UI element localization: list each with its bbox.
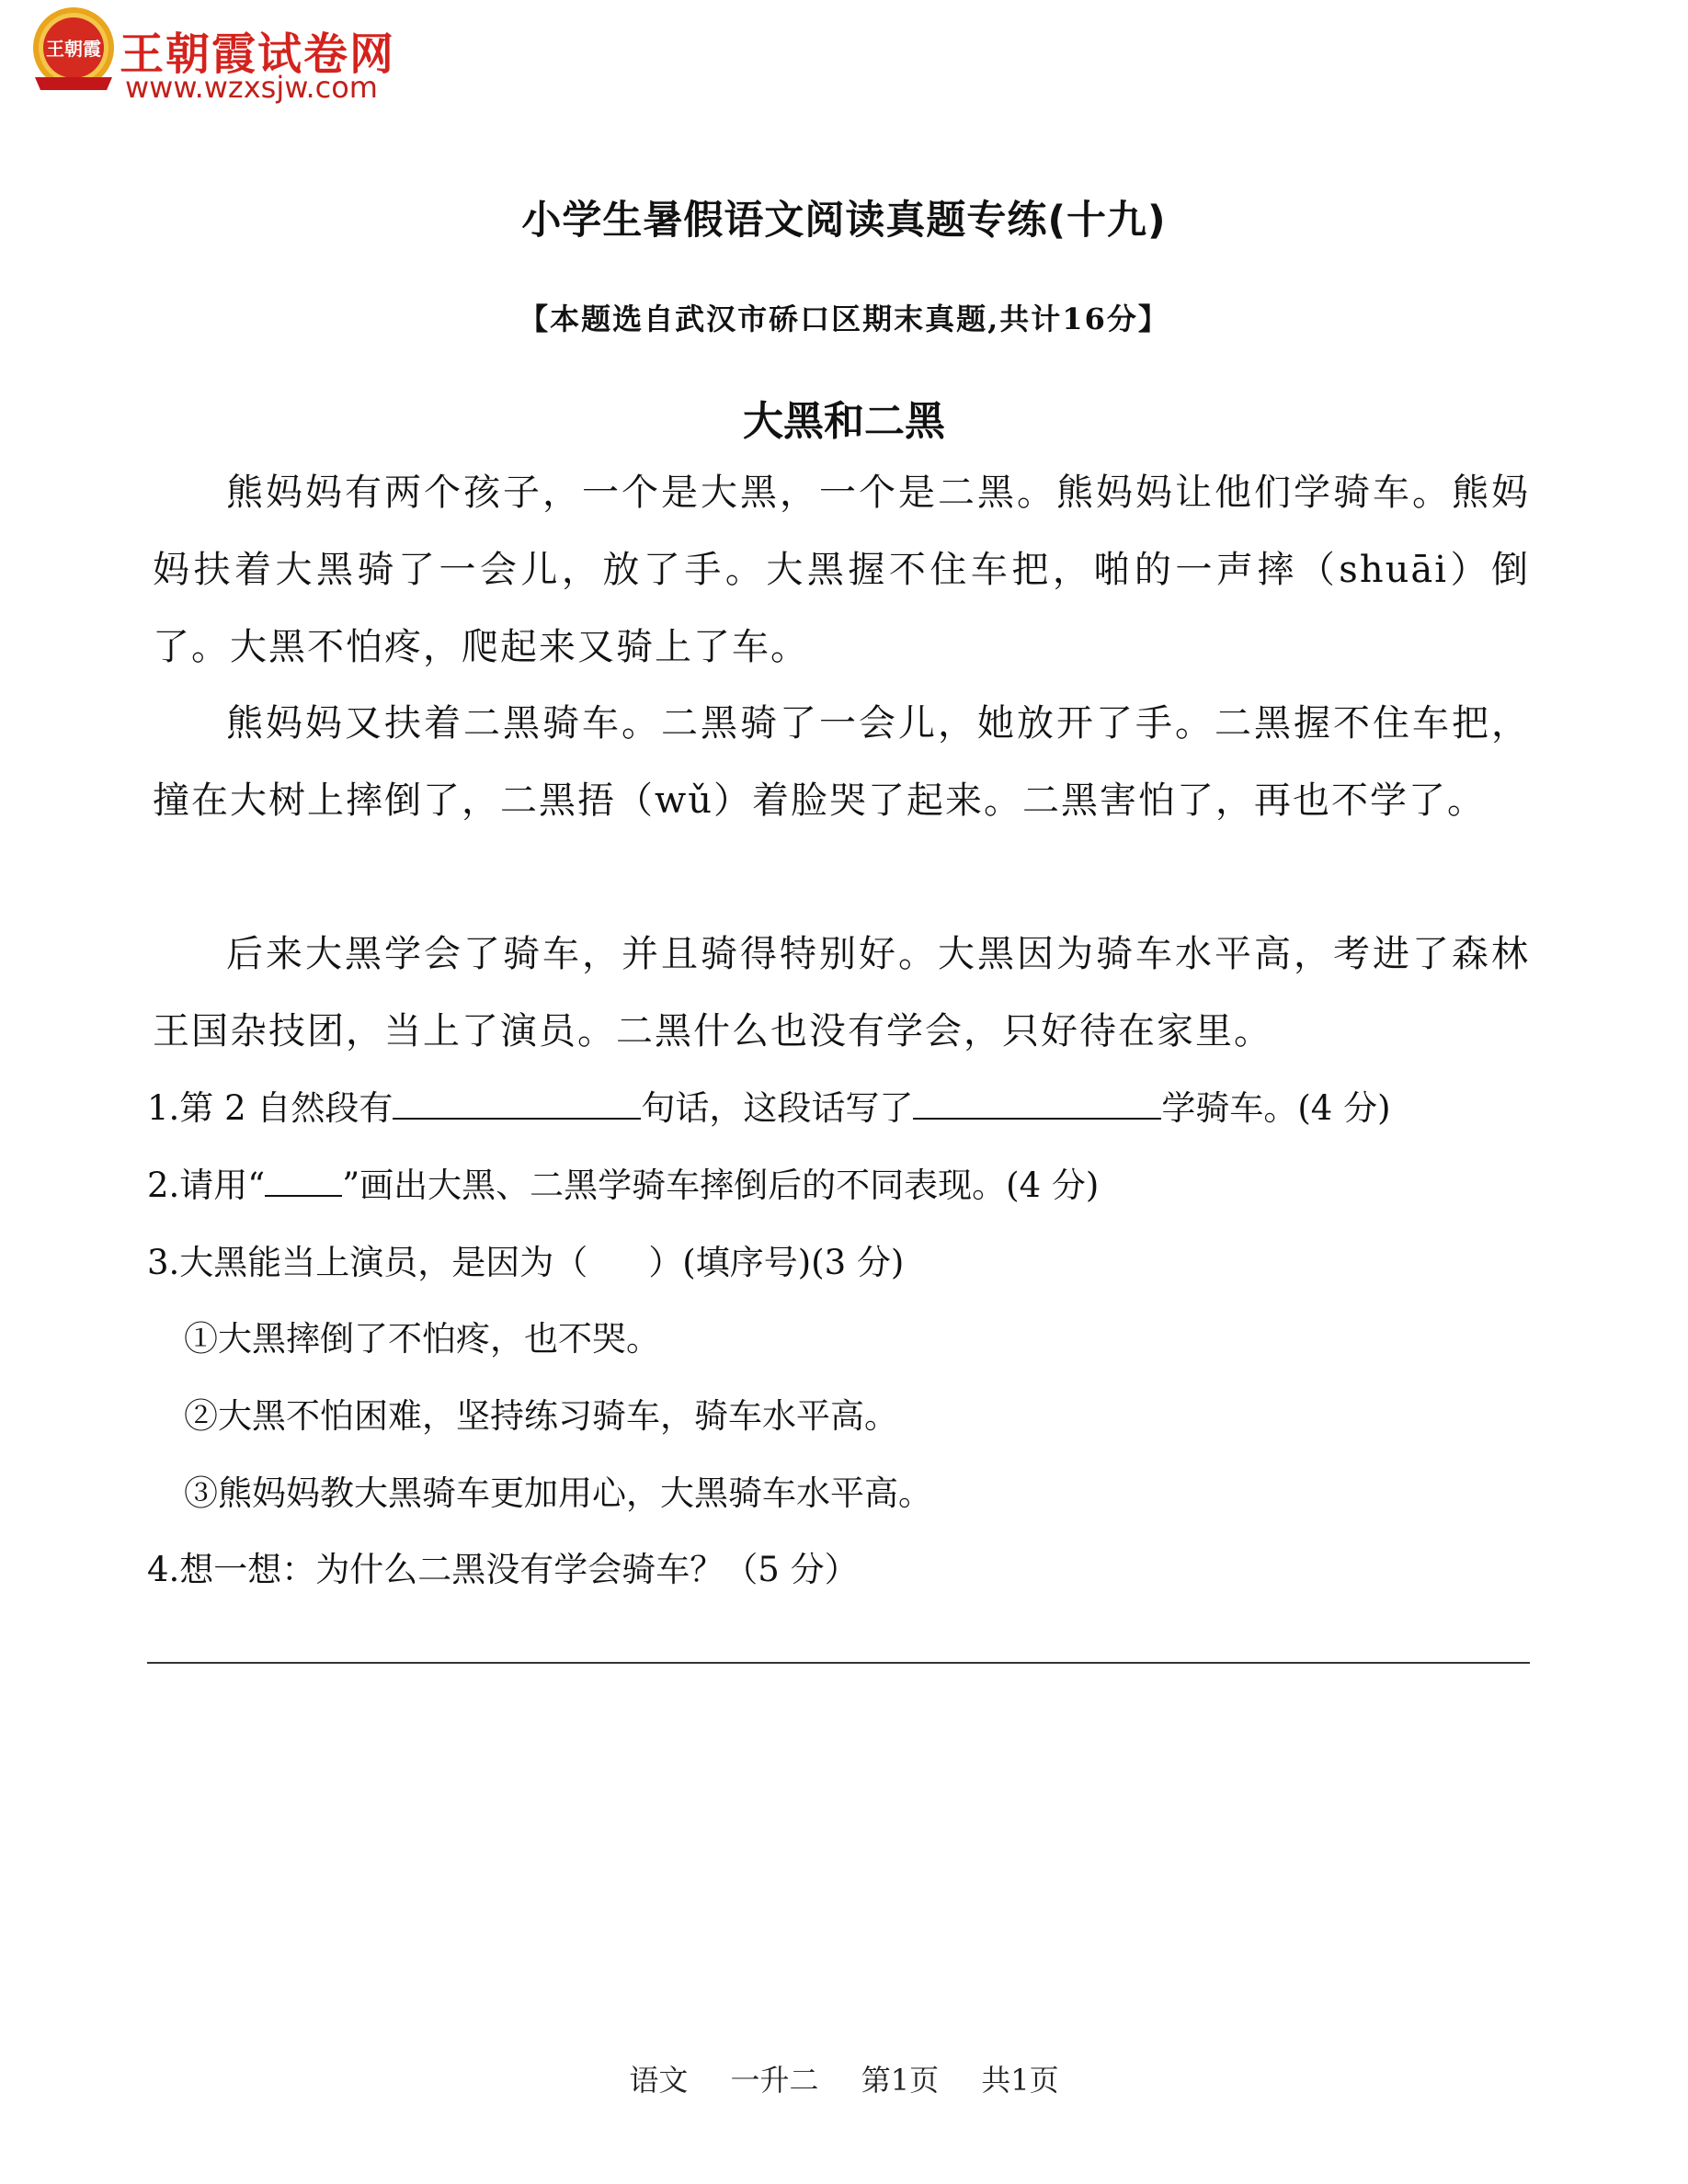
answer-blank-1[interactable]: [393, 1085, 641, 1120]
story-paragraph-3: 后来大黑学会了骑车，并且骑得特别好。大黑因为骑车水平高，考进了森林王国杂技团，当上了演员。二黑什么也没有学会，只好待在家里。: [153, 933, 1530, 1052]
option-3: ③熊妈妈教大黑骑车更加用心，大黑骑车水平高。: [184, 1473, 932, 1513]
question-1: [147, 1081, 1391, 1136]
footer-subject: 语文: [629, 2063, 689, 2098]
footer-grade: 一升二: [730, 2063, 819, 2098]
question-3-text-b: ）(填序号)(3 分): [648, 1243, 905, 1282]
seal-text: 王朝霞: [46, 38, 101, 60]
source-note: 【本题选自武汉市硚口区期末真题,共计16分】: [519, 301, 1169, 336]
seal-icon: [28, 6, 120, 97]
answer-blank-2[interactable]: [913, 1085, 1161, 1120]
brand-name: 王朝霞试卷网: [120, 28, 396, 80]
site-logo[interactable]: [28, 6, 432, 107]
underline-sample: [265, 1162, 342, 1197]
question-2-text-b: ”画出大黑、二黑学骑车摔倒后的不同表现。(4 分): [342, 1166, 1100, 1205]
question-1-text-b: 句话，这段话写了: [641, 1088, 914, 1128]
page-footer: [0, 2057, 1688, 2099]
question-1-text-c: 学骑车。(4 分): [1161, 1088, 1391, 1128]
brand-url[interactable]: www.wzxsjw.com: [125, 70, 378, 105]
story-paragraph-1: 熊妈妈有两个孩子，一个是大黑，一个是二黑。熊妈妈让他们学骑车。熊妈妈扶着大黑骑了一会儿，放了手。大黑握不住车把，啪的一声摔（shuāi）倒了。大黑不怕疼，爬起来又骑上了车。: [153, 472, 1530, 668]
option-2: ②大黑不怕困难，坚持练习骑车，骑车水平高。: [184, 1396, 898, 1436]
option-1: ①大黑摔倒了不怕疼，也不哭。: [184, 1319, 660, 1359]
question-1-text-a: 1.第 2 自然段有: [147, 1088, 393, 1128]
footer-page: 第1页: [861, 2063, 940, 2098]
question-4: 4.想一想：为什么二黑没有学会骑车？（5 分）: [147, 1550, 859, 1589]
page-title: 小学生暑假语文阅读真题专练(十九): [521, 198, 1167, 244]
question-2: [147, 1158, 1099, 1213]
answer-line[interactable]: [147, 1662, 1530, 1664]
story-paragraph-2: 熊妈妈又扶着二黑骑车。二黑骑了一会儿，她放开了手。二黑握不住车把，撞在大树上摔倒了，二黑捂（wǔ）着脸哭了起来。二黑害怕了，再也不学了。: [153, 702, 1530, 822]
story-title: 大黑和二黑: [743, 398, 945, 445]
question-3: [147, 1235, 904, 1291]
footer-total: 共1页: [981, 2063, 1059, 2098]
question-2-text-a: 2.请用“: [147, 1166, 266, 1205]
question-3-text-a: 3.大黑能当上演员，是因为（: [147, 1243, 588, 1282]
